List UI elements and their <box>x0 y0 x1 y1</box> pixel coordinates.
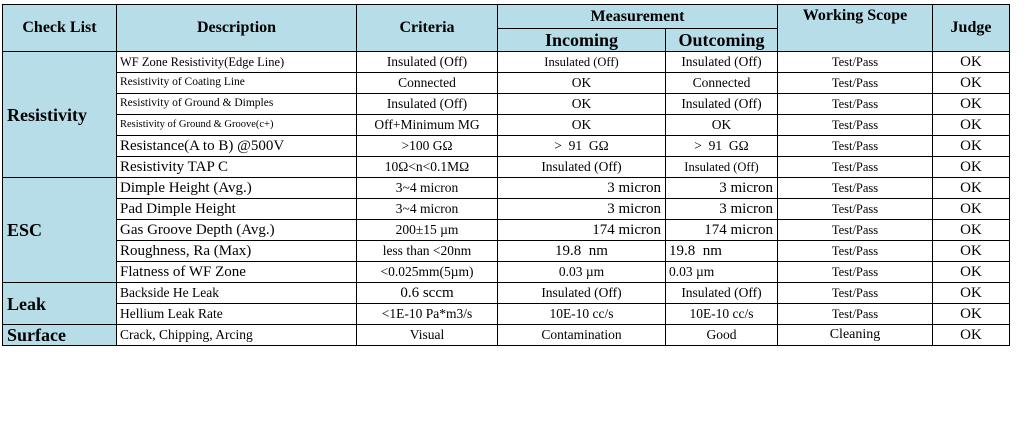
row-description: Resistivity of Coating Line <box>117 73 357 94</box>
row-incoming: > 91 GΩ <box>498 136 666 157</box>
row-criteria: Insulated (Off) <box>357 52 498 73</box>
row-incoming: 0.03 µm <box>498 262 666 283</box>
row-judge: OK <box>933 220 1010 241</box>
header-check-list: Check List <box>3 5 117 52</box>
row-incoming: Insulated (Off) <box>498 52 666 73</box>
row-criteria: 3~4 micron <box>357 199 498 220</box>
row-description: Hellium Leak Rate <box>117 304 357 325</box>
table-row <box>3 178 1010 199</box>
table-row <box>3 262 1010 283</box>
row-working-scope: Test/Pass <box>778 241 933 262</box>
row-description: Resistivity TAP C <box>117 157 357 178</box>
row-judge: OK <box>933 241 1010 262</box>
row-judge: OK <box>933 157 1010 178</box>
row-judge: OK <box>933 94 1010 115</box>
row-working-scope: Test/Pass <box>778 52 933 73</box>
row-outcoming: Insulated (Off) <box>666 94 778 115</box>
row-outcoming: 3 micron <box>666 178 778 199</box>
category-esc: ESC <box>3 178 117 283</box>
row-judge: OK <box>933 262 1010 283</box>
row-description: WF Zone Resistivity(Edge Line) <box>117 52 357 73</box>
row-outcoming: Insulated (Off) <box>666 283 778 304</box>
row-criteria: >100 GΩ <box>357 136 498 157</box>
row-description: Pad Dimple Height <box>117 199 357 220</box>
row-judge: OK <box>933 178 1010 199</box>
table-row <box>3 304 1010 325</box>
row-working-scope: Test/Pass <box>778 304 933 325</box>
header-working-scope: Working Scope <box>778 5 933 52</box>
row-judge: OK <box>933 199 1010 220</box>
row-working-scope: Test/Pass <box>778 283 933 304</box>
row-outcoming: 19.8 nm <box>666 241 778 262</box>
header-measurement: Measurement <box>498 5 778 29</box>
row-working-scope: Test/Pass <box>778 73 933 94</box>
table-row <box>3 199 1010 220</box>
row-description: Flatness of WF Zone <box>117 262 357 283</box>
row-description: Resistivity of Ground & Dimples <box>117 94 357 115</box>
row-judge: OK <box>933 325 1010 346</box>
row-working-scope: Test/Pass <box>778 178 933 199</box>
table-row <box>3 73 1010 94</box>
row-incoming: Contamination <box>498 325 666 346</box>
row-incoming: OK <box>498 94 666 115</box>
row-working-scope: Test/Pass <box>778 199 933 220</box>
row-incoming: Insulated (Off) <box>498 157 666 178</box>
row-criteria: 200±15 µm <box>357 220 498 241</box>
row-working-scope: Test/Pass <box>778 220 933 241</box>
row-description: Resistivity of Ground & Groove(c+) <box>117 115 357 136</box>
row-incoming: 3 micron <box>498 178 666 199</box>
table-row <box>3 94 1010 115</box>
row-criteria: 10Ω<n<0.1MΩ <box>357 157 498 178</box>
row-criteria: 3~4 micron <box>357 178 498 199</box>
row-description: Resistance(A to B) @500V <box>117 136 357 157</box>
row-incoming: 19.8 nm <box>498 241 666 262</box>
header-criteria: Criteria <box>357 5 498 52</box>
inspection-checklist-table <box>2 4 1010 346</box>
row-judge: OK <box>933 283 1010 304</box>
row-criteria: 0.6 sccm <box>357 283 498 304</box>
row-working-scope: Test/Pass <box>778 262 933 283</box>
table-row <box>3 115 1010 136</box>
header-outcoming: Outcoming <box>666 29 778 52</box>
row-outcoming: 174 micron <box>666 220 778 241</box>
row-judge: OK <box>933 115 1010 136</box>
row-judge: OK <box>933 52 1010 73</box>
row-criteria: less than <20nm <box>357 241 498 262</box>
header-incoming: Incoming <box>498 29 666 52</box>
row-description: Crack, Chipping, Arcing <box>117 325 357 346</box>
row-outcoming: > 91 GΩ <box>666 136 778 157</box>
row-working-scope: Cleaning <box>778 325 933 346</box>
category-leak: Leak <box>3 283 117 325</box>
row-incoming: 3 micron <box>498 199 666 220</box>
row-description: Gas Groove Depth (Avg.) <box>117 220 357 241</box>
row-incoming: 10E-10 cc/s <box>498 304 666 325</box>
row-outcoming: 3 micron <box>666 199 778 220</box>
row-description: Backside He Leak <box>117 283 357 304</box>
row-criteria: <1E-10 Pa*m3/s <box>357 304 498 325</box>
row-incoming: OK <box>498 115 666 136</box>
row-incoming: Insulated (Off) <box>498 283 666 304</box>
row-working-scope: Test/Pass <box>778 94 933 115</box>
header-judge: Judge <box>933 5 1010 52</box>
category-surface: Surface <box>3 325 117 346</box>
row-working-scope: Test/Pass <box>778 157 933 178</box>
row-working-scope: Test/Pass <box>778 136 933 157</box>
row-judge: OK <box>933 304 1010 325</box>
row-judge: OK <box>933 136 1010 157</box>
header-description: Description <box>117 5 357 52</box>
row-outcoming: Connected <box>666 73 778 94</box>
row-incoming: 174 micron <box>498 220 666 241</box>
row-judge: OK <box>933 73 1010 94</box>
table-row <box>3 157 1010 178</box>
row-description: Dimple Height (Avg.) <box>117 178 357 199</box>
row-incoming: OK <box>498 73 666 94</box>
category-resistivity: Resistivity <box>3 52 117 178</box>
table-row <box>3 283 1010 304</box>
inspection-table-wrapper <box>2 4 1010 346</box>
table-row <box>3 241 1010 262</box>
table-row <box>3 220 1010 241</box>
row-working-scope: Test/Pass <box>778 115 933 136</box>
row-outcoming: Good <box>666 325 778 346</box>
row-outcoming: 0.03 µm <box>666 262 778 283</box>
row-outcoming: Insulated (Off) <box>666 157 778 178</box>
row-criteria: Connected <box>357 73 498 94</box>
row-criteria: Visual <box>357 325 498 346</box>
header-row <box>3 5 1010 29</box>
table-row <box>3 136 1010 157</box>
row-outcoming: 10E-10 cc/s <box>666 304 778 325</box>
row-criteria: Insulated (Off) <box>357 94 498 115</box>
row-description: Roughness, Ra (Max) <box>117 241 357 262</box>
table-row <box>3 52 1010 73</box>
row-outcoming: OK <box>666 115 778 136</box>
row-outcoming: Insulated (Off) <box>666 52 778 73</box>
table-row <box>3 325 1010 346</box>
row-criteria: <0.025mm(5µm) <box>357 262 498 283</box>
row-criteria: Off+Minimum MG <box>357 115 498 136</box>
